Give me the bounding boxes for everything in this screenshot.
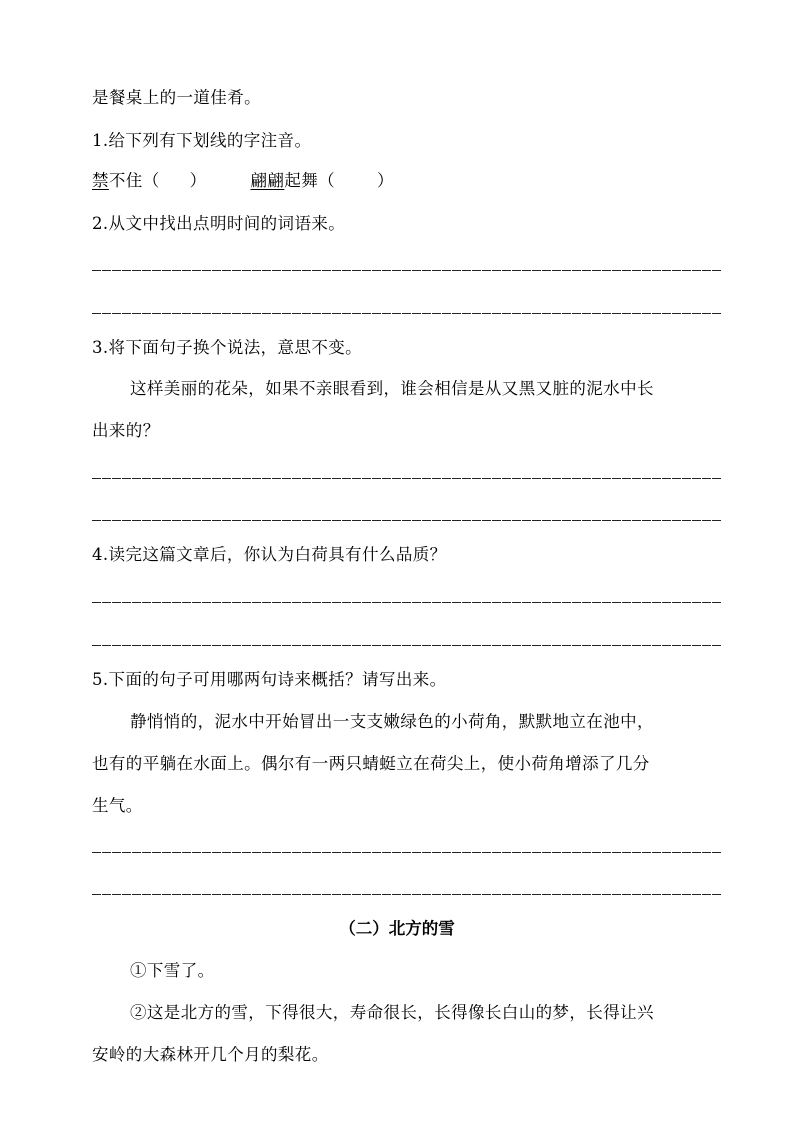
- q3-quote-line: 出来的？: [92, 421, 160, 440]
- q5-quote-line: 静悄悄的，泥水中开始冒出一支支嫩绿色的小荷角，默默地立在池中，: [130, 712, 654, 731]
- section-title: （二）北方的雪: [339, 919, 455, 938]
- answer-line[interactable]: [92, 478, 722, 479]
- section-paragraph: ①下雪了。: [130, 961, 215, 980]
- answer-line[interactable]: [92, 313, 722, 314]
- answer-line[interactable]: [92, 602, 722, 603]
- question-3: 3.将下面句子换个说法，意思不变。: [92, 338, 363, 357]
- section-paragraph: ②这是北方的雪，下得很大，寿命很长，长得像长白山的梦，长得让兴: [130, 1003, 654, 1022]
- q1-item2-rest: 起舞（: [284, 171, 336, 190]
- q5-quote-line: 生气。: [92, 796, 143, 815]
- question-4: 4.读完这篇文章后，你认为白荷具有什么品质？: [92, 545, 447, 564]
- section-paragraph: 安岭的大森林开几个月的梨花。: [92, 1045, 329, 1064]
- q3-quote-line: 这样美丽的花朵，如果不亲眼看到，谁会相信是从又黑又脏的泥水中长: [130, 379, 654, 398]
- answer-line[interactable]: [92, 852, 722, 853]
- q1-item1-underlined: 禁: [92, 171, 109, 190]
- q5-quote-line: 也有的平躺在水面上。偶尔有一两只蜻蜓立在荷尖上，使小荷角增添了几分: [92, 754, 650, 773]
- q1-item2-underlined: 翩翩: [250, 171, 285, 190]
- q1-item2-close: ）: [377, 171, 394, 190]
- question-1-items: [92, 169, 394, 193]
- question-2: 2.从文中找出点明时间的词语来。: [92, 214, 346, 233]
- question-1: 1.给下列有下划线的字注音。: [92, 131, 312, 150]
- question-5: 5.下面的句子可用哪两句诗来概括？请写出来。: [92, 670, 447, 689]
- q1-item1-close: ）: [189, 171, 207, 190]
- answer-line[interactable]: [92, 645, 722, 646]
- answer-line[interactable]: [92, 894, 722, 895]
- answer-line[interactable]: [92, 520, 722, 521]
- answer-line[interactable]: [92, 270, 722, 271]
- passage-tail: 是餐桌上的一道佳肴。: [92, 88, 261, 107]
- q1-item1-rest: 不住（: [108, 171, 160, 190]
